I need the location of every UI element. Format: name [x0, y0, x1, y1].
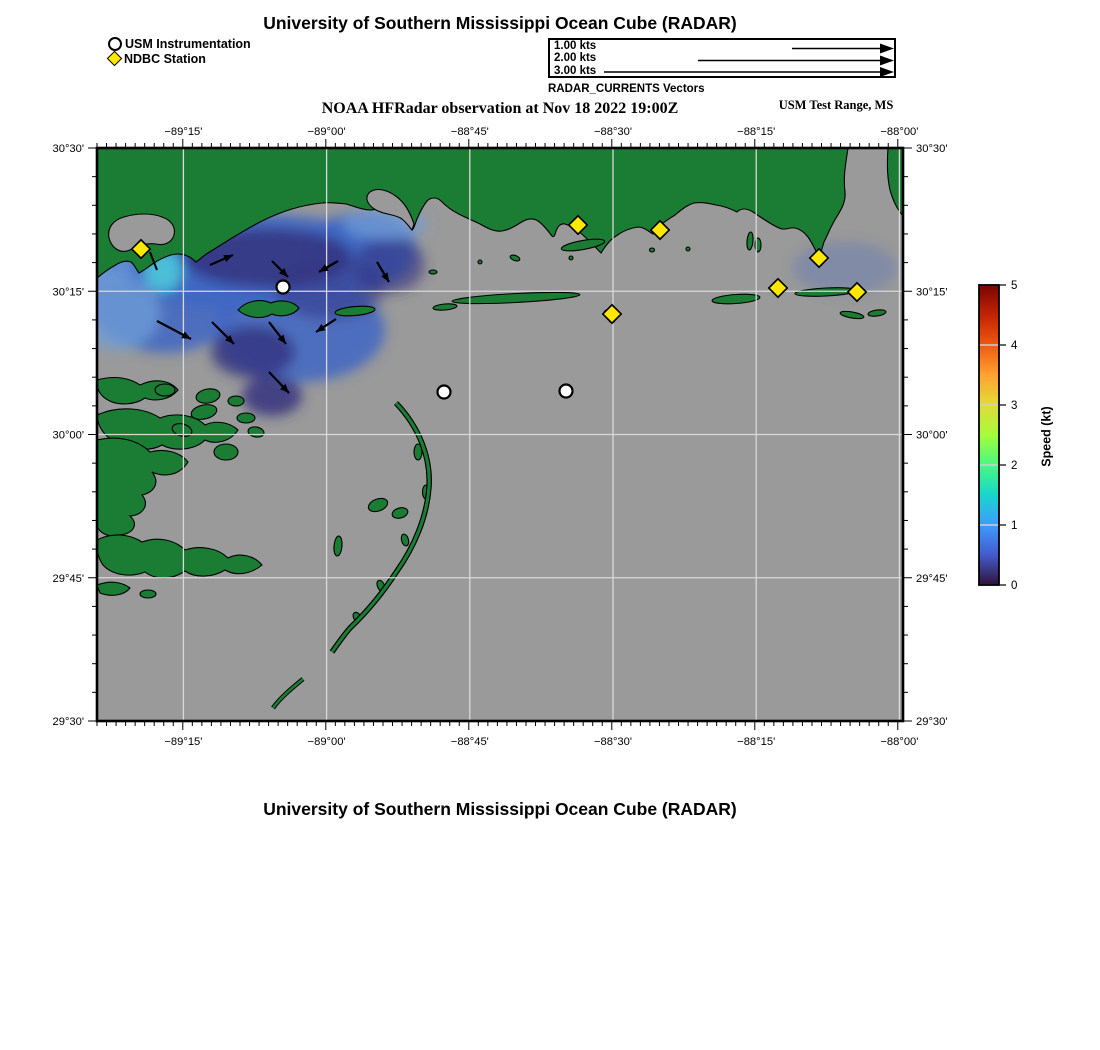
island	[686, 247, 690, 251]
x-axis-label-bottom: −88°30'	[593, 736, 633, 748]
legend-usm-label: USM Instrumentation	[125, 36, 251, 51]
footer-title: University of Southern Mississippi Ocean Cube (RADAR)	[263, 799, 737, 819]
y-axis-label-left: 29°30'	[52, 716, 84, 728]
x-axis-label-top: −89°00'	[307, 126, 346, 138]
y-axis-label-left: 30°00'	[52, 429, 84, 442]
x-axis-label-bottom: −88°45'	[450, 736, 489, 748]
vector-scale-2kt: 2.00 kts	[554, 52, 597, 65]
page-title: University of Southern Mississippi Ocean Cube (RADAR)	[263, 13, 737, 33]
x-axis-label-bottom: −88°00'	[880, 736, 919, 748]
island	[228, 396, 244, 406]
usm-instrument-marker	[277, 281, 290, 294]
y-axis-label-right: 29°30'	[916, 716, 948, 728]
colorbar-ticks	[1000, 285, 1006, 585]
colorbar-tick-label: 3	[1011, 400, 1018, 412]
island	[429, 270, 437, 274]
vector-scale-1kt: 1.00 kts	[554, 40, 597, 52]
vector-caption: RADAR_CURRENTS Vectors	[548, 83, 705, 95]
x-axis-label-top: −88°00'	[880, 126, 919, 138]
speed-blob	[355, 237, 425, 293]
speed-blob	[76, 274, 160, 350]
island	[237, 413, 255, 423]
vector-scale-3kt: 3.00 kts	[554, 64, 597, 77]
colorbar-tick-label: 1	[1011, 520, 1018, 532]
island	[140, 590, 156, 598]
colorbar-axis-label: Speed (kt)	[1039, 406, 1054, 467]
colorbar-tick-label: 2	[1011, 460, 1018, 472]
colorbar-tick-label: 0	[1011, 580, 1018, 592]
speed-blob	[242, 376, 302, 416]
colorbar-bar	[979, 285, 999, 585]
x-axis-label-bottom: −89°15'	[164, 736, 203, 748]
colorbar	[979, 280, 1018, 592]
y-axis-label-left: 29°45'	[52, 572, 84, 585]
observation-subtitle: NOAA HFRadar observation at Nov 18 2022 19:00Z	[321, 100, 679, 117]
island	[155, 384, 175, 396]
x-axis-label-top: −88°45'	[450, 126, 489, 138]
island	[214, 444, 238, 460]
colorbar-tick-label: 5	[1011, 280, 1018, 292]
y-axis-label-right: 30°15'	[916, 286, 948, 299]
x-axis-label-top: −88°30'	[593, 126, 633, 138]
island	[478, 260, 482, 264]
x-axis-label-bottom: −89°00'	[307, 736, 346, 748]
island	[650, 248, 655, 252]
x-axis-label-top: −89°15'	[164, 126, 203, 138]
y-axis-label-left: 30°30'	[52, 143, 84, 155]
usm-instrument-marker	[438, 386, 451, 399]
colorbar-tick-label: 4	[1011, 340, 1018, 352]
island	[569, 256, 573, 260]
speed-blob	[793, 242, 897, 294]
x-axis-label-top: −88°15'	[737, 126, 776, 138]
y-axis-label-right: 29°45'	[916, 572, 948, 585]
x-axis-label-bottom: −88°15'	[737, 736, 776, 748]
y-axis-label-left: 30°15'	[52, 286, 84, 299]
colorbar-labels	[1011, 280, 1018, 592]
y-axis-label-right: 30°30'	[916, 143, 948, 155]
y-axis-label-right: 30°00'	[916, 429, 948, 442]
legend-ndbc-label: NDBC Station	[124, 51, 206, 66]
usm-instrument-marker	[560, 385, 573, 398]
marsh-polygon	[238, 301, 299, 318]
test-range-label: USM Test Range, MS	[778, 98, 894, 112]
